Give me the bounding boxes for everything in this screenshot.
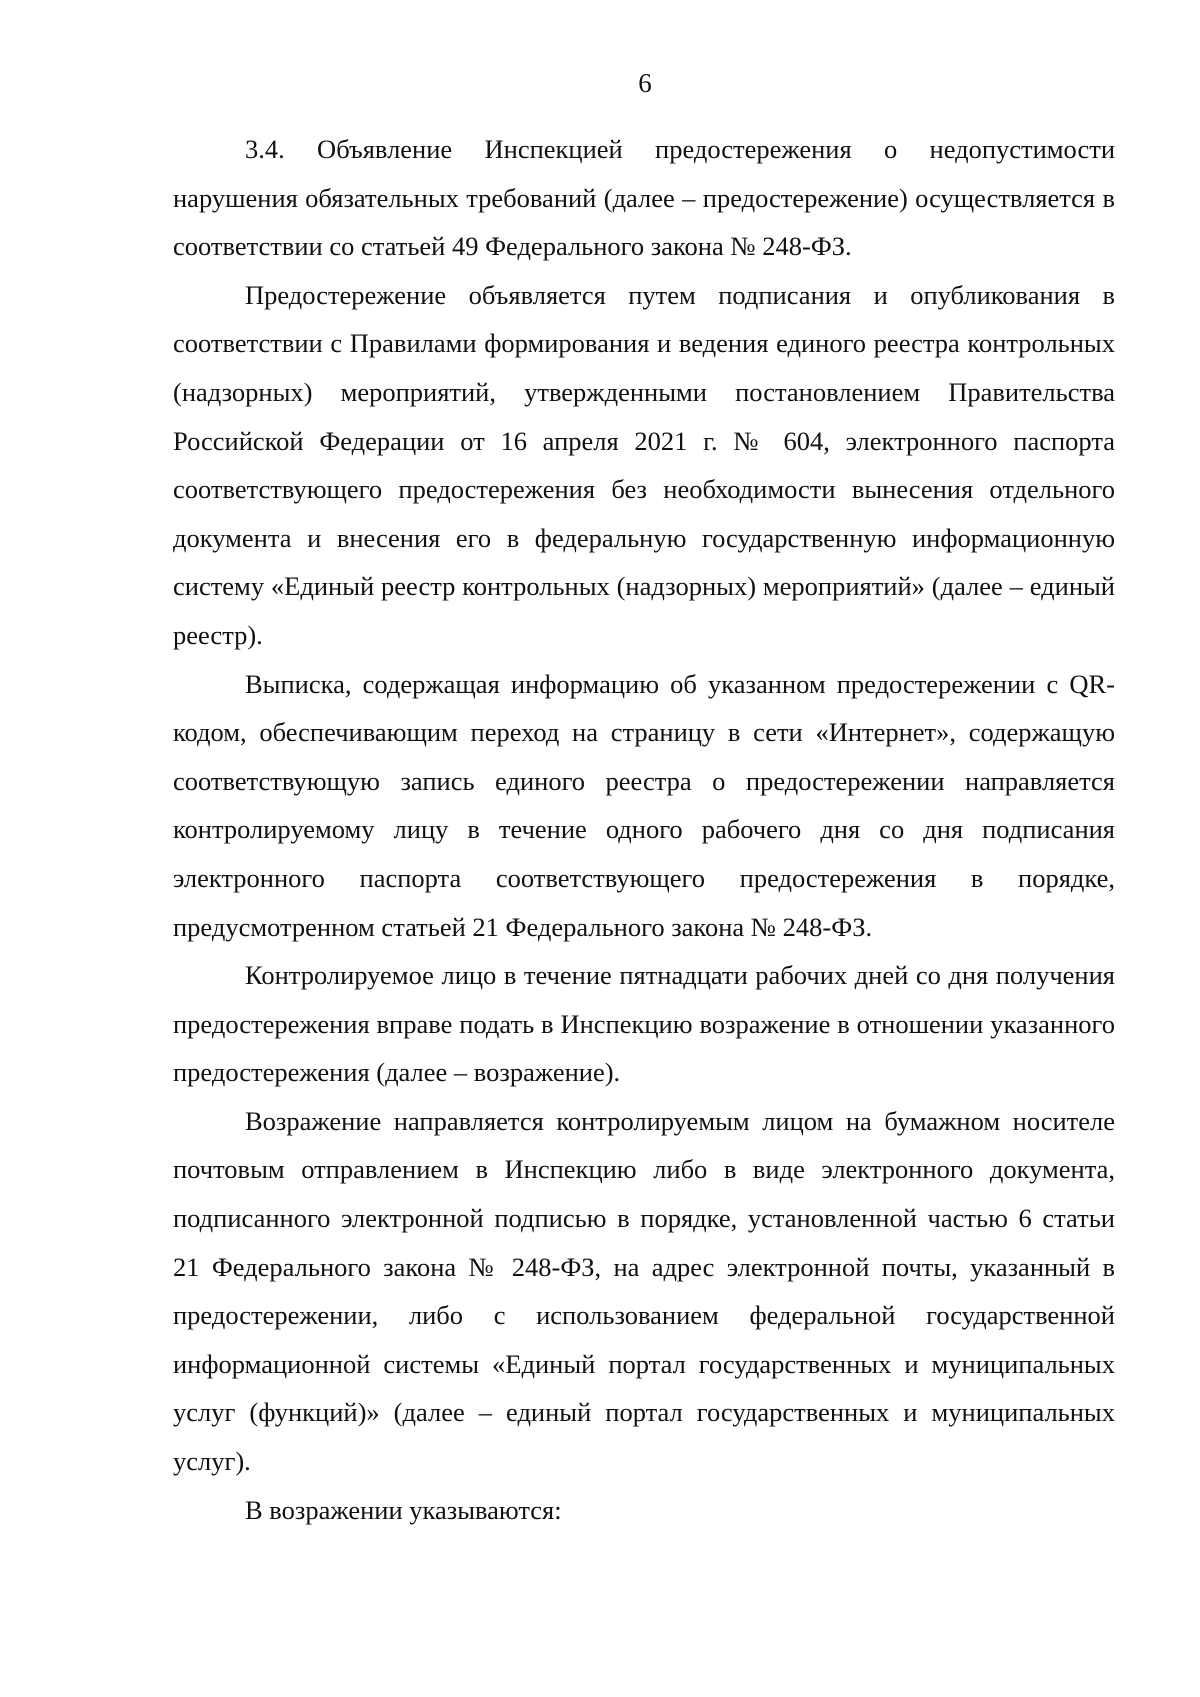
page-number: 6: [638, 68, 652, 98]
paragraph-objection-right: Контролируемое лицо в течение пятнадцати рабочих дней со дня получения предостережения вправе подать в Инспекцию возражение в отношении указанного предостережения (далее – возражение).: [173, 960, 1115, 1088]
paragraph-objection-contents: В возражении указываются:: [245, 1494, 562, 1525]
paragraph-warning-publication: Предостережение объявляется путем подписания и опубликования в соответствии с Правилами формирования и ведения единого реестра контрольных (надзорных) мероприятий, утвержденными постановлением Правительства Российской Федерации от 16 апреля 2021 г. № 604, электронного паспорта соответствующего предостережения без необходимости вынесения отдельного документа и внесения его в федеральную государственную информационную систему «Единый реестр контрольных (надзорных) мероприятий» (далее – единый реестр).: [173, 279, 1115, 650]
document-body: [173, 125, 1115, 1534]
paragraph-warning-announcement: 3.4. Объявление Инспекцией предостережения о недопустимости нарушения обязательных требований (далее – предостережение) осуществляется в соответствии со статьей 49 Федерального закона № 248-ФЗ.: [173, 134, 1115, 262]
paragraph-extract-qr-code: Выписка, содержащая информацию об указанном предостережении с QR-кодом, обеспечивающим переход на страницу в сети «Интернет», содержащую соответствующую запись единого реестра о предостережении направляется контролируемому лицу в течение одного рабочего дня со дня подписания электронного паспорта соответствующего предостережения в порядке, предусмотренном статьей 21 Федерального закона № 248-ФЗ.: [173, 668, 1115, 942]
paragraph-objection-submission: Возражение направляется контролируемым лицом на бумажном носителе почтовым отправлением в Инспекцию либо в виде электронного документа, подписанного электронной подписью в порядке, установленной частью 6 статьи 21 Федерального закона № 248-ФЗ, на адрес электронной почты, указанный в предостережении, либо с использованием федеральной государственной информационной системы «Единый портал государственных и муниципальных услуг (функций)» (далее – единый портал государственных и муниципальных услуг).: [173, 1105, 1115, 1477]
